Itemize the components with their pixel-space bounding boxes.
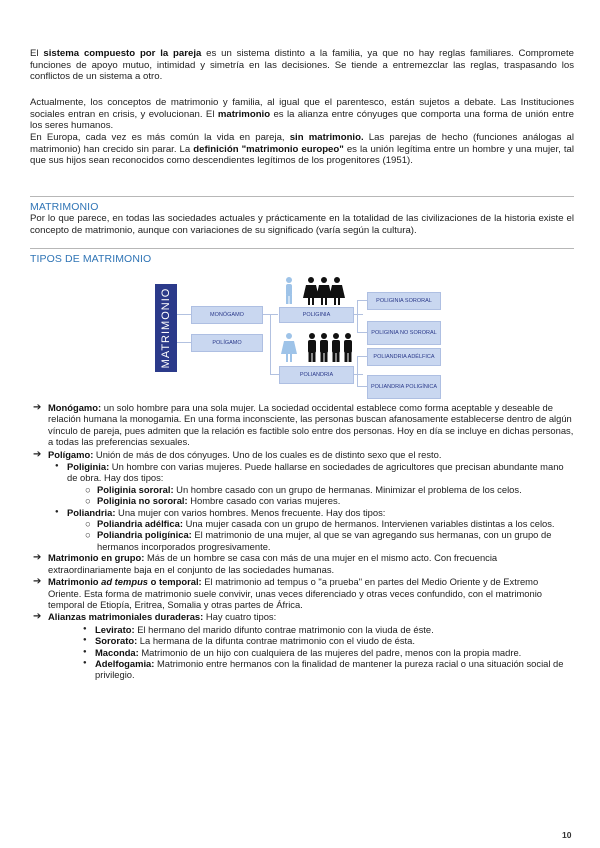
list-item: ● Adelfogamia: Matrimonio entre hermanos con la finalidad de mantener la pureza racial o una situación social de privilegio.	[83, 657, 564, 681]
arrow-icon: ➔	[33, 448, 42, 460]
bullet-icon: ●	[83, 625, 87, 632]
arrow-icon: ➔	[33, 611, 42, 623]
intro-paragraph-2: Actualmente, los conceptos de matrimonio y familia, al igual que el parentesco, están sujetos a debate. Las Instituciones sociales entran en crisis, y evolucionan. El matrimonio es la alianza entre cónyuges que comporta una forma de unión entre los seres humanos.	[30, 97, 575, 132]
list-item: ➔ Monógamo: un solo hombre para una sola mujer. La sociedad occidental establece como forma aceptable y deseable de relación humana la monogamia. En una forma inconsciente, las personas buscan afanosamente establecerse dentro de algún vínculo de pareja, pues admiten que la relación es factible solo entre dos personas. Hoy en día se incluye en dichas personas, a todas las preferencias sexuales.	[33, 402, 574, 448]
list-item: ● Maconda: Matrimonio de un hijo con cualquiera de las mujeres del padre, menos con la propia madre.	[83, 646, 522, 658]
diagram-box-poligamo: POLÍGAMO	[191, 334, 263, 352]
list-item: ● Poliginia: Un hombre con varias mujeres. Puede hallarse en sociedades de agricultores que precisan abundante mano de obra. Hay dos tipos:	[55, 461, 564, 484]
diagram-box-poliandria-adelfica: POLIANDRIA ADÉLFICA	[367, 348, 441, 366]
diagram-box-monogamo: MONÓGAMO	[191, 306, 263, 324]
circle-icon: ○	[85, 483, 91, 495]
divider	[30, 196, 574, 197]
list-item: ➔ Matrimonio en grupo: Más de un hombre se casa con más de una mujer en el mismo acto. Con frecuencia extraordinariamente baja en el conjunto de las sociedades humanas.	[33, 552, 498, 575]
types-list	[33, 402, 574, 681]
list-item: ● Poliandria: Una mujer con varios hombres. Menos frecuente. Hay dos tipos:	[55, 506, 386, 518]
list-item: ○ Poliginia no sororal: Hombre casado con varias mujeres.	[85, 495, 341, 507]
diagram-vertical-label: MATRIMONIO	[155, 284, 177, 372]
page-number: 10	[562, 830, 572, 840]
section-heading-tipos: TIPOS DE MATRIMONIO	[30, 253, 152, 265]
bullet-icon: ●	[55, 463, 59, 470]
list-item: ➔ Matrimonio ad tempus o temporal: El matrimonio ad tempus o "a prueba" en partes del Medio Oriente y de Extremo Oriente. Esta forma de matrimonio suele convivir, unas veces diferenciado y otras veces confundido, con el matrimonio temporal de Etiopía, Eritrea, Somalia y otras partes de África.	[33, 576, 542, 610]
list-item: ○ Poliandria adélfica: Una mujer casada con un grupo de hermanos. Intervienen variables distintas a los celos.	[85, 518, 555, 530]
bullet-icon: ●	[55, 508, 59, 515]
polyandry-figures-icon	[281, 332, 357, 364]
circle-icon: ○	[85, 518, 91, 530]
marriage-types-diagram	[155, 270, 447, 400]
diagram-box-poliginia-no-sororal: POLIGINIA NO SORORAL	[367, 321, 441, 345]
list-item: ➔ Alianzas matrimoniales duraderas: Hay cuatro tipos:	[33, 611, 277, 623]
circle-icon: ○	[85, 495, 91, 507]
arrow-icon: ➔	[33, 552, 42, 564]
arrow-icon: ➔	[33, 402, 42, 413]
list-item: ➔ Polígamo: Unión de más de dos cónyuges. Uno de los cuales es de distinto sexo que el resto.	[33, 448, 442, 460]
divider	[30, 248, 574, 249]
bullet-icon: ●	[83, 637, 87, 644]
intro-paragraph-1: El sistema compuesto por la pareja es un sistema distinto a la familia, ya que no hay reglas familiares. Compromete funciones de apoyo mutuo, intimidad y simetría en las decisiones. Se tiende a entremezclar las reglas, traspasando los conflictos de un sistema a otro.	[30, 48, 574, 83]
diagram-box-poliginia-sororal: POLIGINIA SORORAL	[367, 292, 441, 310]
diagram-box-poliginia: POLIGINIA	[279, 307, 354, 323]
arrow-icon: ➔	[33, 576, 42, 588]
bullet-icon: ●	[83, 648, 87, 655]
list-item: ● Levirato: El hermano del marido difunto contrae matrimonio con la viuda de éste.	[83, 623, 434, 635]
polygyny-figures-icon	[281, 276, 357, 306]
bullet-icon: ●	[83, 659, 87, 666]
intro-paragraph-3: En Europa, cada vez es más común la vida en pareja, sin matrimonio. Las parejas de hecho (funciones análogas al matrimonio) han crecido sin parar. La definición "matrimonio europeo" es la unión legítima entre un hombre y una mujer, tal que sus hijos sean reconocidos como descendientes legítimos de los progenitores (1951).	[30, 132, 575, 167]
diagram-box-poliandria-poliginica: POLIANDRIA POLIGÍNICA	[367, 375, 441, 399]
diagram-box-poliandria: POLIANDRIA	[279, 366, 354, 384]
list-item: ● Sororato: La hermana de la difunta contrae matrimonio con el viudo de ésta.	[83, 635, 415, 647]
matrimonio-paragraph: Por lo que parece, en todas las sociedades actuales y prácticamente en la totalidad de las civilizaciones de la historia existe el concepto de matrimonio, aunque con variaciones de su significado (varía según la cultura).	[30, 213, 574, 236]
circle-icon: ○	[85, 529, 91, 541]
list-item: ○ Poliandria poligínica: El matrimonio de una mujer, al que se van agregando sus hermanas, con un grupo de hermanos incorporados progresivamente.	[85, 529, 552, 552]
section-heading-matrimonio: MATRIMONIO	[30, 201, 99, 213]
list-item: ○ Poliginia sororal: Un hombre casado con un grupo de hermanas. Minimizar el problema de los celos.	[85, 483, 522, 495]
